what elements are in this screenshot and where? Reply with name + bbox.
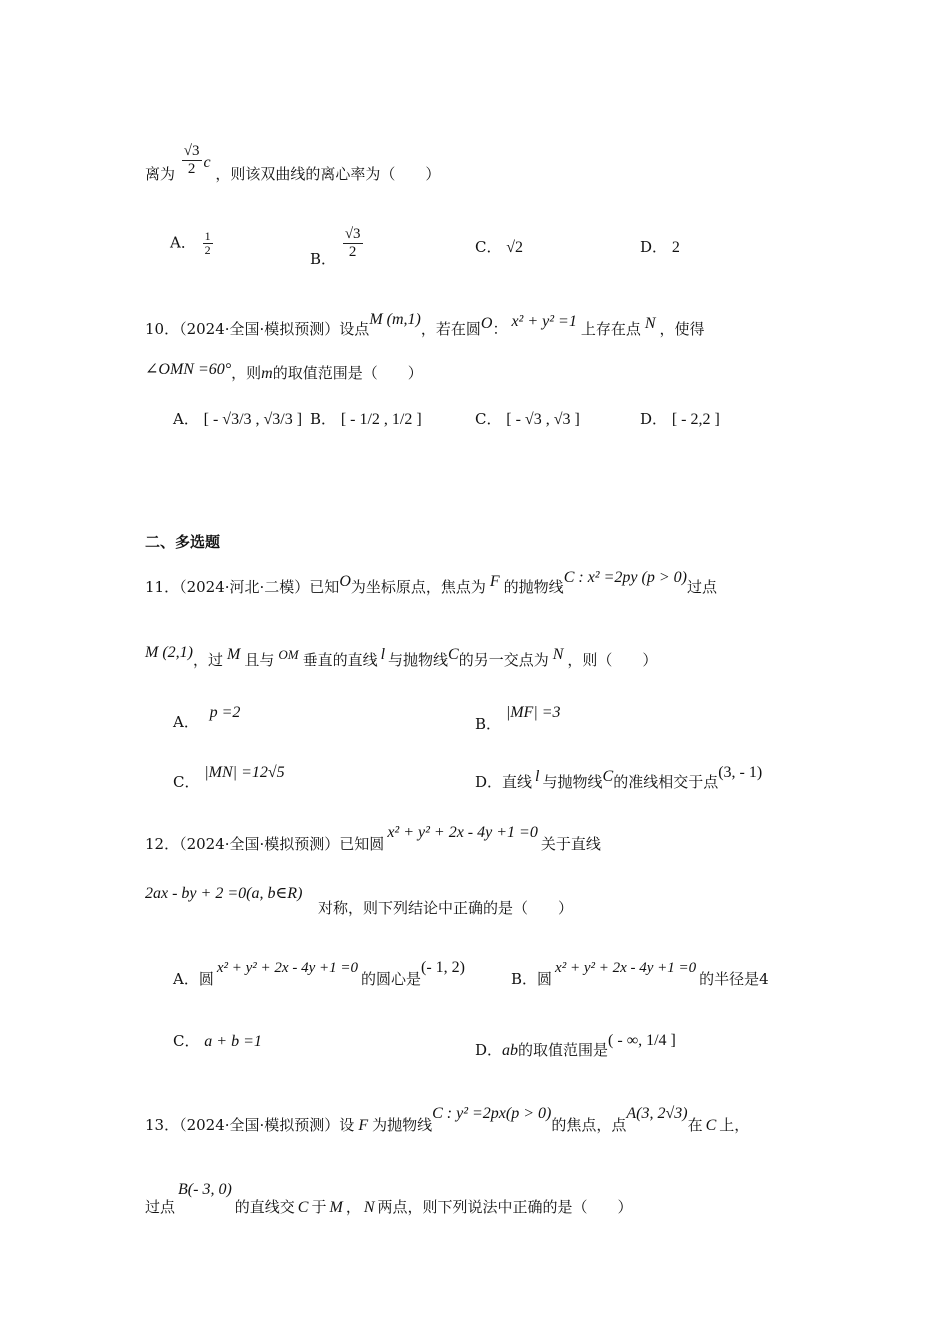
q9-var-c: c [203,154,211,171]
q11-option-c-value: |MN| =12√5 [204,764,285,781]
q11-option-b-label: B． [475,715,502,733]
q11-number: 11． [145,578,180,596]
q12-text2: 对称，则下列结论中正确的是（ ） [318,899,574,917]
q11-m: M [227,646,241,663]
q11-option-c-label: C． [173,773,200,791]
q13-text4: 上， [719,1116,750,1134]
q12-source: （2024·全国·模拟预测）已知圆 [179,835,385,853]
q9-option-b[interactable] [310,226,365,269]
q13-stem-line-2 [145,1180,633,1218]
q12-option-a[interactable] [173,958,465,989]
q12-option-d-text-b: 的取值范围是 [518,1041,609,1059]
q11-option-b-value: |MF| =3 [505,704,561,721]
q12-option-c-value: a + b =1 [204,1033,262,1050]
q12-stem-line-2 [145,883,302,904]
q12-option-a-label: A． [173,970,199,988]
q10-angle: ∠OMN =60° [145,361,232,378]
q13-n: N [363,1199,375,1216]
q13-text8: 两点，则下列说法中正确的是（ ） [377,1198,633,1216]
q13-text5: 过点 [145,1198,176,1216]
q12-option-b-label: B． [511,970,538,988]
q13-number: 13． [145,1116,180,1134]
q9-option-c-label: C． [475,238,502,256]
q10-option-a-value: [ - √3/3 , √3/3 ] [203,411,303,428]
q12-option-a-eq: x² + y² + 2x - 4y +1 =0 [216,960,358,976]
q13-text7: 于 [311,1198,327,1216]
q12-line-eq: 2ax - by + 2 =0(a, b∈R) [145,885,303,902]
q11-f: F [489,573,500,590]
q10-number: 10． [145,320,180,338]
q9-option-d-value: 2 [671,239,680,256]
q9-stem-line [145,143,440,184]
q9-option-a[interactable] [170,230,215,257]
q11-option-d-point: (3, - 1) [718,764,763,781]
q11-c: C [448,646,459,663]
q12-text1: 关于直线 [540,835,601,853]
q12-option-c-label: C． [173,1032,200,1050]
q12-option-a-text-a: 圆 [198,970,214,988]
q13-c2: C [297,1199,309,1216]
q12-stem-line-1 [145,823,601,854]
q10-text1: ，若在圆 [420,320,481,338]
q13-comma: ， [345,1198,361,1216]
q11-option-a[interactable] [173,703,240,732]
q11-option-d-label: D． [475,773,503,791]
q9-tail-text: ，则该双曲线的离心率为（ ） [215,165,441,183]
q11-option-d[interactable] [475,763,762,792]
q9-option-b-label: B． [310,250,337,268]
q13-source: （2024·全国·模拟预测）设 [179,1116,355,1134]
q9-frac-num: √3 [183,143,200,159]
q10-point-n: N [644,315,656,332]
q13-point-b: B(- 3, 0) [178,1181,232,1198]
q10-circle-o: O [480,315,493,332]
q10-stem-line-2 [145,360,423,384]
q12-option-d[interactable] [475,1031,676,1061]
q11-stem-line-2 [145,643,657,670]
q10-var-m: m [261,365,273,382]
q11-l: l [380,646,386,663]
q11-text4: ，过 [192,651,223,669]
q13-text6: 的直线交 [234,1198,295,1216]
q11-stem-line-1 [145,568,717,597]
q11-option-d-text-b: 与抛物线 [542,773,603,791]
q12-option-b-eq: x² + y² + 2x - 4y +1 =0 [555,960,697,976]
q9-option-d[interactable] [640,237,680,258]
q13-c: C [705,1117,717,1134]
q10-colon: ： [492,320,508,338]
q12-circle-eq: x² + y² + 2x - 4y +1 =0 [387,824,538,841]
q11-option-c[interactable] [173,763,285,792]
q9-option-a-label: A． [170,233,196,252]
q11-text3: 过点 [686,578,717,596]
q12-option-a-text-b: 的圆心是 [360,970,421,988]
q11-o: O [339,573,351,590]
q11-option-d-l: l [535,768,540,785]
section-title: 二、多选题 [145,533,221,551]
q12-stem-line-2b [318,898,573,918]
q10-text3: ，使得 [659,320,705,338]
q10-option-c[interactable] [475,398,580,441]
q11-text5: 且与 [244,651,275,669]
q10-option-b[interactable] [310,398,422,441]
q10-option-a[interactable] [173,398,302,441]
q10-point-m: M (m,1) [369,311,421,328]
q11-text9: ，则（ ） [567,651,658,669]
q9-option-a-den: 2 [204,243,211,257]
q11-option-a-value: p =2 [209,704,241,721]
q10-option-a-label: A． [173,410,199,428]
q10-option-b-label: B． [310,410,337,428]
q10-text2: 上存在点 [580,320,641,338]
q11-source: （2024·河北·二模）已知 [179,578,340,596]
q10-option-c-label: C． [475,410,502,428]
q11-text7: 与抛物线 [388,651,449,669]
q11-text6: 垂直的直线 [302,651,378,669]
q11-curve: C : x² =2py (p > 0) [563,569,687,586]
q9-option-a-num: 1 [204,229,211,243]
q10-stem-line-1 [145,310,705,339]
q10-text4: ，则 [231,364,262,382]
q12-number: 12． [145,835,180,853]
q13-text2: 的焦点，点 [551,1116,627,1134]
q13-f: F [358,1117,369,1134]
q11-text8: 的另一交点为 [458,651,549,669]
q13-stem-line-1 [145,1104,749,1136]
q10-option-b-value: [ - 1/2 , 1/2 ] [340,411,422,428]
q10-source: （2024·全国·模拟预测）设点 [179,320,370,338]
q9-option-c-value: √2 [506,239,524,256]
q9-option-b-fraction [343,226,363,261]
q11-point-m: M (2,1) [145,644,193,661]
q12-option-d-value: ( - ∞, 1/4 ] [608,1032,676,1049]
q9-lead-text: 离为 [145,165,176,183]
q12-option-d-label: D． [475,1041,503,1059]
q12-option-d-var: ab [502,1042,519,1059]
q13-text3: 在 [687,1116,703,1134]
q9-option-c[interactable] [475,237,523,258]
q9-frac-den: 2 [187,161,196,177]
q12-option-b-text-b: 的半径是4 [699,970,769,988]
q11-text1: 为坐标原点，焦点为 [350,578,486,596]
q9-option-b-num: √3 [344,226,361,242]
q9-option-b-den: 2 [348,244,357,260]
q13-text1: 为抛物线 [372,1116,433,1134]
q12-option-b[interactable] [511,958,769,989]
q11-option-b[interactable] [475,703,561,734]
q11-om: OM [278,647,299,662]
q10-text5: 的取值范围是（ ） [272,364,423,382]
q11-option-a-label: A． [173,713,199,731]
q13-point-a: A(3, 2√3) [626,1105,688,1122]
q10-circle-eq: x² + y² =1 [511,313,577,330]
q13-m: M [329,1199,343,1216]
q11-n: N [552,646,564,663]
q9-fraction [182,143,202,178]
q12-option-a-value: (- 1, 2) [420,959,465,976]
q11-option-d-text-a: 直线 [502,773,533,791]
q10-option-c-value: [ - √3 , √3 ] [506,411,580,428]
q10-option-d-value: [ - 2,2 ] [671,411,720,428]
q12-option-b-text-a: 圆 [537,970,553,988]
q11-text2: 的抛物线 [503,578,564,596]
q10-option-d-label: D． [640,410,668,428]
q11-option-d-c: C [602,768,614,785]
q13-curve: C : y² =2px(p > 0) [432,1105,552,1122]
q12-option-c[interactable] [173,1031,262,1052]
q11-option-d-text-c: 的准线相交于点 [613,773,719,791]
q9-option-d-label: D． [640,238,668,256]
q10-option-d[interactable] [640,398,720,441]
q9-option-a-fraction [203,230,213,257]
